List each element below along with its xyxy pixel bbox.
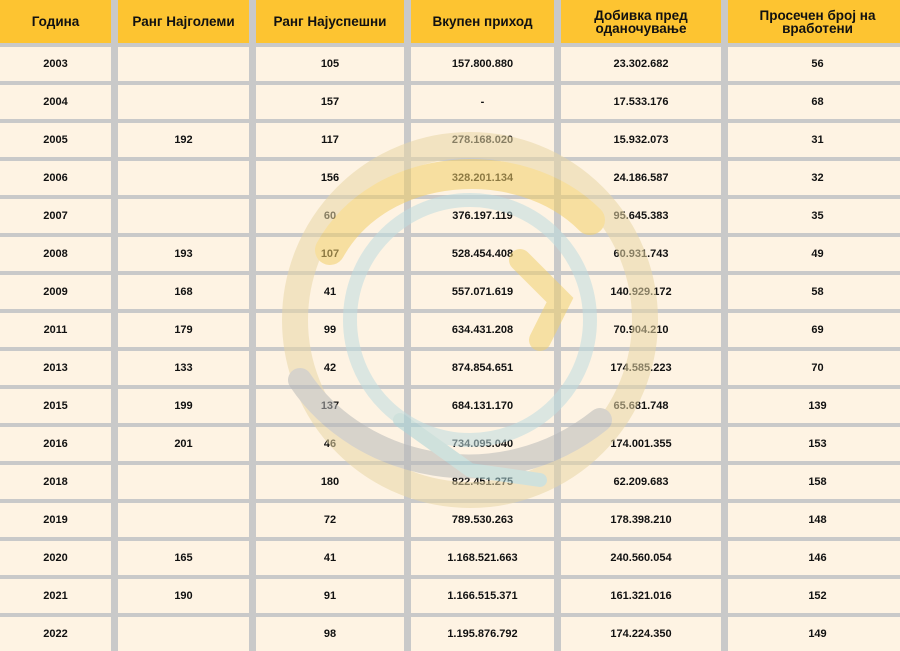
cell-avg-employees: 139 <box>728 389 900 423</box>
cell-avg-employees: 146 <box>728 541 900 575</box>
cell-year: 2006 <box>0 161 111 195</box>
cell-total-revenue: 634.431.208 <box>411 313 554 347</box>
cell-avg-employees: 148 <box>728 503 900 537</box>
cell-profit-before-tax: 161.321.016 <box>561 579 721 613</box>
cell-avg-employees: 31 <box>728 123 900 157</box>
cell-rank-largest: 168 <box>118 275 249 309</box>
cell-avg-employees: 49 <box>728 237 900 271</box>
cell-rank-successful: 99 <box>256 313 404 347</box>
column-header-year: Година <box>0 0 111 43</box>
cell-total-revenue: 789.530.263 <box>411 503 554 537</box>
cell-avg-employees: 153 <box>728 427 900 461</box>
cell-total-revenue: 684.131.170 <box>411 389 554 423</box>
cell-profit-before-tax: 95.645.383 <box>561 199 721 233</box>
cell-year: 2022 <box>0 617 111 651</box>
cell-total-revenue: 1.166.515.371 <box>411 579 554 613</box>
cell-rank-successful: 157 <box>256 85 404 119</box>
cell-total-revenue: 822.451.275 <box>411 465 554 499</box>
cell-rank-successful: 156 <box>256 161 404 195</box>
cell-rank-largest <box>118 161 249 195</box>
cell-year: 2019 <box>0 503 111 537</box>
cell-year: 2016 <box>0 427 111 461</box>
cell-year: 2013 <box>0 351 111 385</box>
cell-rank-largest <box>118 617 249 651</box>
cell-year: 2007 <box>0 199 111 233</box>
cell-rank-largest: 192 <box>118 123 249 157</box>
column-header-rank-successful: Ранг Најуспешни <box>256 0 404 43</box>
cell-rank-successful: 105 <box>256 47 404 81</box>
cell-profit-before-tax: 62.209.683 <box>561 465 721 499</box>
cell-year: 2011 <box>0 313 111 347</box>
cell-rank-largest: 179 <box>118 313 249 347</box>
cell-year: 2021 <box>0 579 111 613</box>
cell-total-revenue: 376.197.119 <box>411 199 554 233</box>
cell-year: 2003 <box>0 47 111 81</box>
cell-rank-largest <box>118 199 249 233</box>
cell-profit-before-tax: 174.224.350 <box>561 617 721 651</box>
cell-total-revenue: - <box>411 85 554 119</box>
column-header-rank-largest: Ранг Најголеми <box>118 0 249 43</box>
cell-rank-successful: 42 <box>256 351 404 385</box>
cell-rank-largest: 165 <box>118 541 249 575</box>
cell-avg-employees: 152 <box>728 579 900 613</box>
column-header-avg-employees: Просечен број на вработени <box>728 0 900 43</box>
cell-avg-employees: 70 <box>728 351 900 385</box>
cell-avg-employees: 158 <box>728 465 900 499</box>
cell-rank-successful: 60 <box>256 199 404 233</box>
cell-avg-employees: 68 <box>728 85 900 119</box>
cell-year: 2009 <box>0 275 111 309</box>
cell-year: 2005 <box>0 123 111 157</box>
cell-profit-before-tax: 17.533.176 <box>561 85 721 119</box>
cell-rank-successful: 91 <box>256 579 404 613</box>
cell-rank-successful: 107 <box>256 237 404 271</box>
cell-total-revenue: 874.854.651 <box>411 351 554 385</box>
cell-rank-largest: 199 <box>118 389 249 423</box>
cell-avg-employees: 58 <box>728 275 900 309</box>
cell-rank-successful: 98 <box>256 617 404 651</box>
cell-total-revenue: 278.168.020 <box>411 123 554 157</box>
cell-total-revenue: 1.195.876.792 <box>411 617 554 651</box>
cell-rank-largest: 190 <box>118 579 249 613</box>
cell-profit-before-tax: 60.931.743 <box>561 237 721 271</box>
cell-year: 2008 <box>0 237 111 271</box>
cell-rank-successful: 117 <box>256 123 404 157</box>
cell-profit-before-tax: 23.302.682 <box>561 47 721 81</box>
cell-profit-before-tax: 140.929.172 <box>561 275 721 309</box>
cell-rank-largest <box>118 85 249 119</box>
cell-rank-largest: 193 <box>118 237 249 271</box>
cell-total-revenue: 557.071.619 <box>411 275 554 309</box>
cell-profit-before-tax: 24.186.587 <box>561 161 721 195</box>
cell-total-revenue: 734.095.040 <box>411 427 554 461</box>
cell-rank-largest: 201 <box>118 427 249 461</box>
cell-rank-successful: 46 <box>256 427 404 461</box>
cell-rank-successful: 180 <box>256 465 404 499</box>
cell-avg-employees: 149 <box>728 617 900 651</box>
cell-profit-before-tax: 178.398.210 <box>561 503 721 537</box>
cell-total-revenue: 157.800.880 <box>411 47 554 81</box>
column-header-total-revenue: Вкупен приход <box>411 0 554 43</box>
cell-avg-employees: 35 <box>728 199 900 233</box>
cell-profit-before-tax: 174.585.223 <box>561 351 721 385</box>
cell-rank-largest: 133 <box>118 351 249 385</box>
cell-year: 2004 <box>0 85 111 119</box>
cell-total-revenue: 1.168.521.663 <box>411 541 554 575</box>
cell-rank-largest <box>118 47 249 81</box>
cell-year: 2020 <box>0 541 111 575</box>
cell-avg-employees: 69 <box>728 313 900 347</box>
cell-profit-before-tax: 15.932.073 <box>561 123 721 157</box>
cell-total-revenue: 328.201.134 <box>411 161 554 195</box>
cell-profit-before-tax: 70.904.210 <box>561 313 721 347</box>
cell-rank-largest <box>118 465 249 499</box>
cell-avg-employees: 32 <box>728 161 900 195</box>
cell-total-revenue: 528.454.408 <box>411 237 554 271</box>
cell-rank-successful: 137 <box>256 389 404 423</box>
cell-year: 2018 <box>0 465 111 499</box>
cell-rank-successful: 41 <box>256 275 404 309</box>
cell-rank-largest <box>118 503 249 537</box>
cell-profit-before-tax: 240.560.054 <box>561 541 721 575</box>
cell-year: 2015 <box>0 389 111 423</box>
cell-rank-successful: 41 <box>256 541 404 575</box>
column-header-profit-before-tax: Добивка пред оданочување <box>561 0 721 43</box>
cell-profit-before-tax: 174.001.355 <box>561 427 721 461</box>
cell-rank-successful: 72 <box>256 503 404 537</box>
cell-avg-employees: 56 <box>728 47 900 81</box>
cell-profit-before-tax: 65.681.748 <box>561 389 721 423</box>
